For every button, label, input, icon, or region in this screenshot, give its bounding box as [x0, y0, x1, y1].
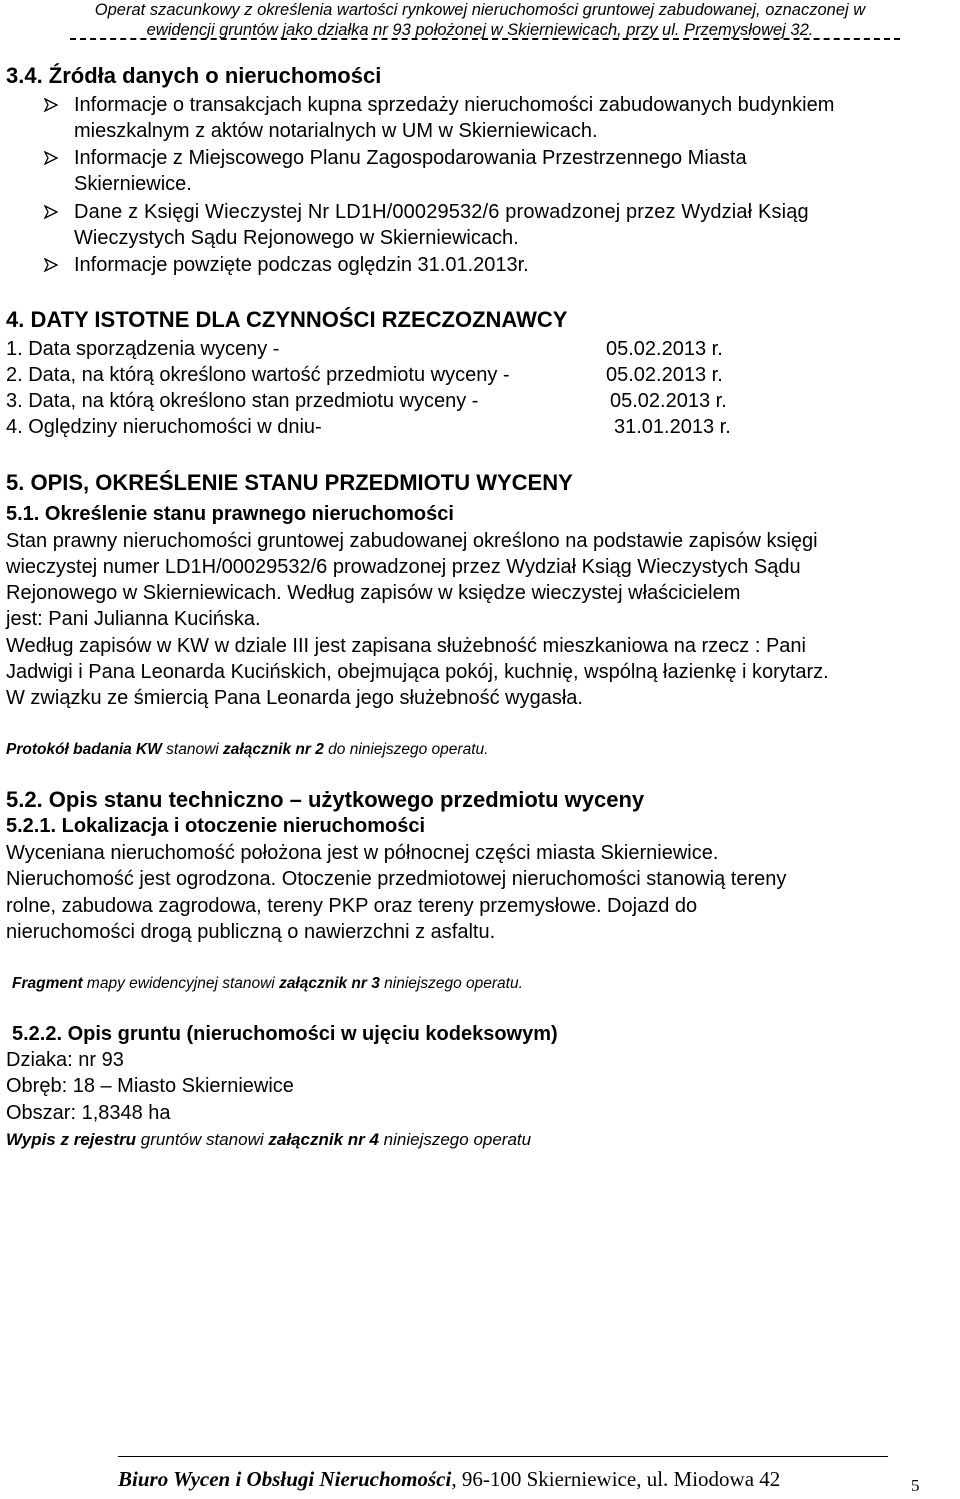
- header-line-2: ewidencji gruntów jako działka nr 93 położonej w Skierniewicach, przy ul. Przemysłowej 32.: [146, 21, 814, 39]
- note-land-register: Wypis z rejestru gruntów stanowi załącznik nr 4 niniejszego operatu: [6, 1130, 532, 1149]
- bullet-3-line-1: Dane z Księgi Wieczystej Nr LD1H/00029532/6 prowadzonej przez Wydział Ksiąg: [74, 201, 809, 223]
- arrow-bullet-icon: [44, 258, 58, 272]
- para-1-line-1: Stan prawny nieruchomości gruntowej zabudowanej określono na podstawie zapisów księgi: [6, 530, 818, 552]
- date-row-1-label: 1. Data sporządzenia wyceny -: [6, 338, 280, 360]
- parcel-area: Obszar: 1,8348 ha: [6, 1102, 171, 1124]
- date-row-3-value: 05.02.2013 r.: [610, 390, 727, 412]
- section-5-heading: 5. OPIS, OKREŚLENIE STANU PRZEDMIOTU WYCENY: [6, 470, 573, 495]
- bullet-1-line-1: Informacje o transakcjach kupna sprzedaży nieruchomości zabudowanych budynkiem: [74, 94, 835, 116]
- note-map-fragment: Fragment mapy ewidencyjnej stanowi załącznik nr 3 niniejszego operatu.: [12, 975, 523, 992]
- parcel-number: Dziaka: nr 93: [6, 1049, 124, 1071]
- para-3-line-2: Nieruchomość jest ogrodzona. Otoczenie przedmiotowej nieruchomości stanowią tereny: [6, 868, 787, 890]
- bullet-2-line-1: Informacje z Miejscowego Planu Zagospodarowania Przestrzennego Miasta: [74, 147, 747, 169]
- header-line-1: Operat szacunkowy z określenia wartości rynkowej nieruchomości gruntowej zabudowanej, oznaczonej w: [94, 1, 866, 19]
- bullet-3-line-2: Wieczystych Sądu Rejonowego w Skierniewicach.: [74, 227, 519, 249]
- section-4-heading: 4. DATY ISTOTNE DLA CZYNNOŚCI RZECZOZNAWCY: [6, 307, 568, 332]
- arrow-bullet-icon: [44, 205, 58, 219]
- bullet-1-line-2: mieszkalnym z aktów notarialnych w UM w Skierniewicach.: [74, 120, 598, 142]
- date-row-4-label: 4. Oględziny nieruchomości w dniu-: [6, 416, 322, 438]
- date-row-2-label: 2. Data, na którą określono wartość przedmiotu wyceny -: [6, 364, 510, 386]
- para-2-line-3: W związku ze śmiercią Pana Leonarda jego służebność wygasła.: [6, 687, 583, 709]
- parcel-precinct: Obręb: 18 – Miasto Skierniewice: [6, 1075, 294, 1097]
- para-3-line-1: Wyceniana nieruchomość położona jest w północnej części miasta Skierniewice.: [6, 842, 719, 864]
- date-row-3-label: 3. Data, na którą określono stan przedmiotu wyceny -: [6, 390, 479, 412]
- date-row-2-value: 05.02.2013 r.: [606, 364, 723, 386]
- para-3-line-4: nieruchomości drogą publiczną o nawierzchni z asfaltu.: [6, 921, 496, 943]
- section-5-2-1-heading: 5.2.1. Lokalizacja i otoczenie nieruchomości: [6, 815, 426, 837]
- footer-rule: [118, 1456, 888, 1457]
- section-3-4-heading: 3.4. Źródła danych o nieruchomości: [6, 63, 382, 88]
- section-5-1-heading: 5.1. Określenie stanu prawnego nieruchomości: [6, 503, 454, 525]
- para-1-line-3: Rejonowego w Skierniewicach. Według zapisów w księdze wieczystej właścicielem: [6, 582, 741, 604]
- para-1-line-4: jest: Pani Julianna Kucińska.: [6, 608, 261, 630]
- date-row-1-value: 05.02.2013 r.: [606, 338, 723, 360]
- arrow-bullet-icon: [44, 98, 58, 112]
- date-row-4-value: 31.01.2013 r.: [614, 416, 731, 438]
- header-dashed-rule: [70, 38, 900, 40]
- section-5-2-heading: 5.2. Opis stanu techniczno – użytkowego przedmiotu wyceny: [6, 787, 645, 812]
- page-number: 5: [911, 1476, 920, 1495]
- note-kw-protocol: Protokół badania KW stanowi załącznik nr 2 do niniejszego operatu.: [6, 741, 489, 758]
- section-5-2-2-heading: 5.2.2. Opis gruntu (nieruchomości w ujęciu kodeksowym): [12, 1023, 558, 1045]
- footer-company: Biuro Wycen i Obsługi Nieruchomości, 96-100 Skierniewice, ul. Miodowa 42: [118, 1467, 781, 1491]
- bullet-4-line-1: Informacje powzięte podczas oględzin 31.01.2013r.: [74, 254, 529, 276]
- para-3-line-3: rolne, zabudowa zagrodowa, tereny PKP oraz tereny przemysłowe. Dojazd do: [6, 895, 698, 917]
- para-2-line-1: Według zapisów w KW w dziale III jest zapisana służebność mieszkaniowa na rzecz : Pani: [6, 635, 806, 657]
- para-2-line-2: Jadwigi i Pana Leonarda Kucińskich, obejmująca pokój, kuchnię, wspólną łazienkę i korytarz.: [6, 661, 829, 683]
- para-1-line-2: wieczystej numer LD1H/00029532/6 prowadzonej przez Wydział Ksiąg Wieczystych Sądu: [6, 556, 801, 578]
- bullet-2-line-2: Skierniewice.: [74, 173, 192, 195]
- arrow-bullet-icon: [44, 151, 58, 165]
